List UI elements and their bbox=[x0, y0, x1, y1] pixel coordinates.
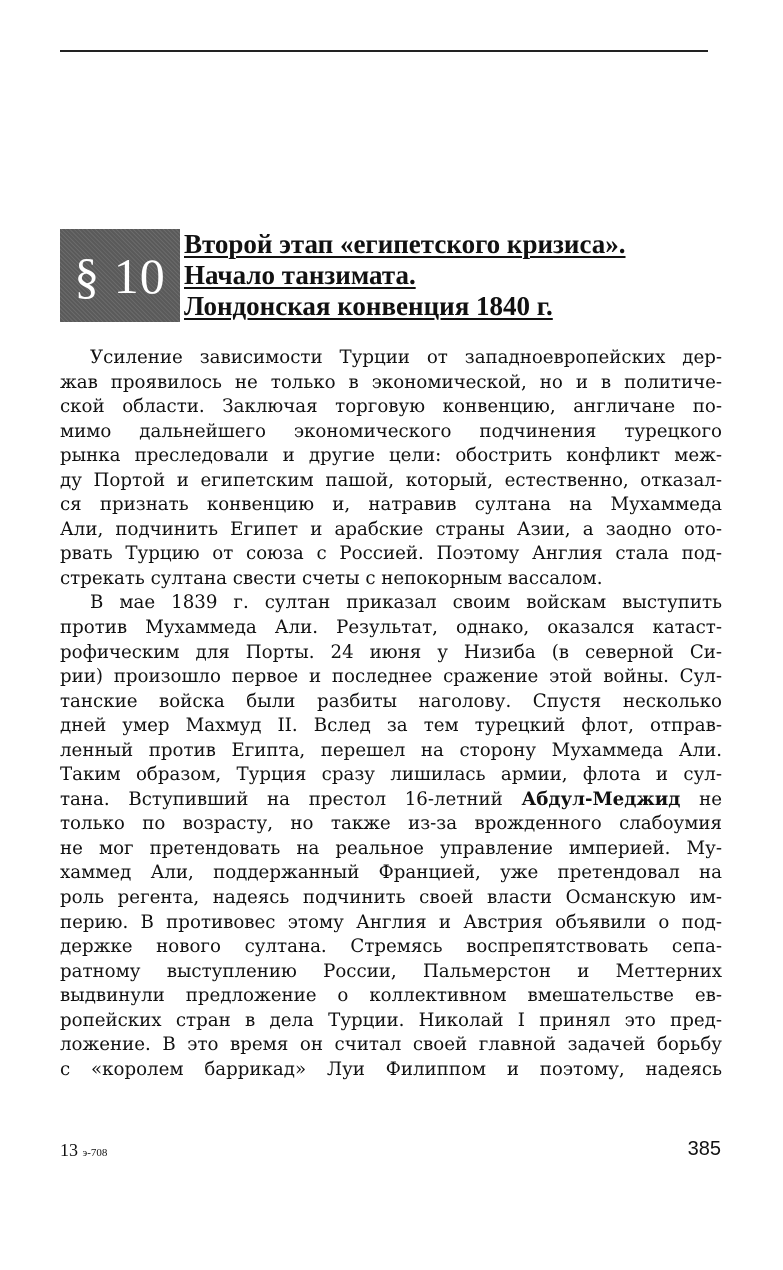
text-line: мимо дальнейшего экономического подчинения турецкого bbox=[60, 420, 722, 442]
text-line: танские войска были разбиты наголову. Спустя несколько bbox=[60, 690, 722, 712]
text-line-with-bold bbox=[60, 788, 722, 813]
text-line: только по возрасту, но также из-за врожденного слабоумия bbox=[60, 813, 722, 835]
section-title-line: Второй этап «египетского кризиса». bbox=[184, 229, 626, 259]
text-line: с «королем баррикад» Луи Филиппом и поэтому, надеясь bbox=[60, 1058, 722, 1080]
body-text bbox=[60, 346, 722, 1082]
signature-number: 13 bbox=[60, 1140, 78, 1160]
text-line: ратному выступлению России, Пальмерстон и Меттерних bbox=[60, 960, 722, 982]
section-title-line: Начало танзимата. bbox=[184, 260, 416, 290]
text-line: ропейских стран в дела Турции. Николай I принял это пред- bbox=[60, 1009, 722, 1031]
text-line: роль регента, надеясь подчинить своей власти Османскую им- bbox=[60, 887, 722, 909]
section-number-block bbox=[60, 229, 180, 322]
text-line: жав проявилось не только в экономической, но и в политиче- bbox=[60, 371, 722, 393]
text-line: рынка преследовали и другие цели: обострить конфликт меж- bbox=[60, 445, 722, 467]
text-line: В мае 1839 г. султан приказал своим войскам выступить bbox=[90, 592, 722, 614]
text-line: рвать Турцию от союза с Россией. Поэтому Англия стала под- bbox=[60, 543, 722, 565]
top-rule bbox=[60, 50, 708, 52]
text-line: ской области. Заключая торговую конвенцию, англичане по- bbox=[60, 396, 722, 418]
text-line: рии) произошло первое и последнее сражение этой войны. Сул- bbox=[60, 666, 722, 688]
text-line: хаммед Али, поддержанный Францией, уже претендовал на bbox=[60, 862, 722, 884]
text-line: против Мухаммеда Али. Результат, однако, оказался катаст- bbox=[60, 617, 722, 639]
text-line: держке нового султана. Стремясь воспрепятствовать сепа- bbox=[60, 936, 722, 958]
text-line: Усиление зависимости Турции от западноевропейских дер- bbox=[90, 347, 722, 368]
text-line: Али, подчинить Египет и арабские страны Азии, а заодно ото- bbox=[60, 518, 722, 540]
text-segment: тана. Вступивший на престол 16-летний bbox=[60, 788, 503, 810]
text-line: ду Портой и египетским пашой, который, естественно, отказал- bbox=[60, 469, 722, 491]
text-line: Таким образом, Турция сразу лишилась армии, флота и сул- bbox=[60, 764, 722, 786]
text-line: ленный против Египта, перешел на сторону Мухаммеда Али. bbox=[60, 739, 722, 761]
section-title-line: Лондонская конвенция 1840 г. bbox=[184, 291, 553, 321]
section-title bbox=[184, 229, 626, 322]
text-line: перию. В противовес этому Англия и Австрия объявили о под- bbox=[60, 911, 722, 933]
signature-mark bbox=[60, 1140, 107, 1161]
section-header bbox=[60, 229, 710, 322]
text-line: рофическим для Порты. 24 июня у Низиба (в северной Си- bbox=[60, 641, 722, 663]
text-line: дней умер Махмуд II. Вслед за тем турецкий флот, отправ- bbox=[60, 715, 722, 737]
text-line: ся признать конвенцию и, натравив султана на Мухаммеда bbox=[60, 494, 722, 516]
text-segment: не bbox=[699, 788, 722, 810]
text-line: ложение. В это время он считал своей главной задачей борьбу bbox=[60, 1034, 722, 1056]
text-line: выдвинули предложение о коллективном вмешательстве ев- bbox=[60, 985, 722, 1007]
bold-name: Абдул-Меджид bbox=[521, 788, 681, 810]
text-line: стрекать султана свести счеты с непокорным вассалом. bbox=[60, 567, 603, 589]
section-number: § 10 bbox=[74, 247, 166, 304]
text-line: не мог претендовать на реальное управление империей. Му- bbox=[60, 837, 722, 859]
page-number: 385 bbox=[687, 1138, 721, 1160]
signature-code: э-708 bbox=[82, 1147, 108, 1159]
